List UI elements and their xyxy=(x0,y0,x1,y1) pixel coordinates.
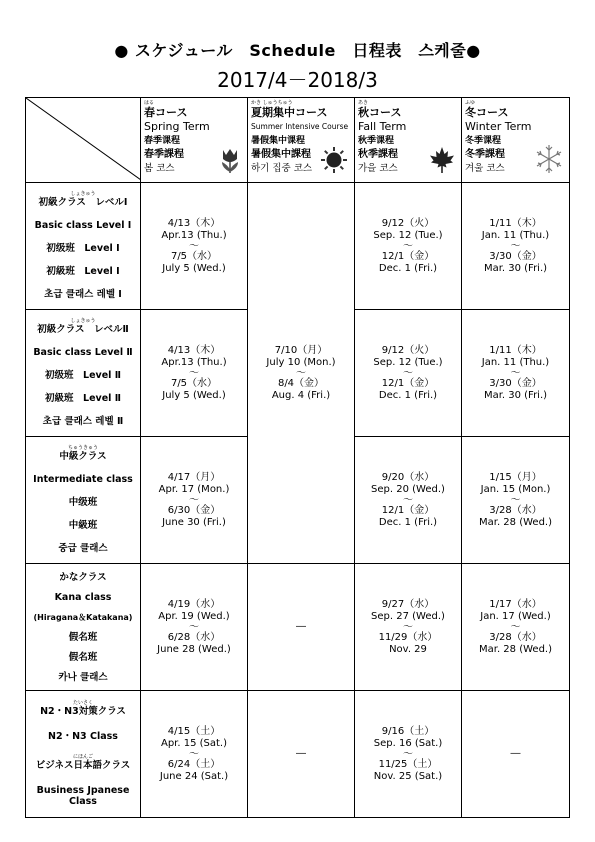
class-label-line xyxy=(46,266,119,277)
start-date-en: Jan. 15 (Mon.) xyxy=(480,483,551,495)
range-tilde: ～ xyxy=(403,621,413,633)
end-date-en: Dec. 1 (Fri.) xyxy=(378,262,438,274)
spring-dates-cell xyxy=(141,437,248,564)
end-date-jp: 3/28（水） xyxy=(489,631,542,643)
course-name-jp: 春コース xyxy=(144,106,188,119)
end-date-en: Mar. 28 (Wed.) xyxy=(479,643,552,655)
snowflake-icon xyxy=(535,144,563,179)
end-date-jp: 6/28（水） xyxy=(167,631,221,643)
winter-dates-cell xyxy=(462,310,570,437)
range-tilde: ～ xyxy=(189,494,199,506)
range-tilde: ～ xyxy=(403,748,413,760)
no-course-dash: ― xyxy=(296,747,306,759)
class-label-line xyxy=(48,731,118,742)
class-label-line xyxy=(46,243,119,254)
course-name-zh-traditional: 春季課程 xyxy=(144,149,184,160)
end-date-en: Mar. 30 (Fri.) xyxy=(483,389,548,401)
diagonal-line xyxy=(26,98,141,180)
range-tilde: ～ xyxy=(189,240,199,252)
start-date-jp: 4/17（月） xyxy=(167,471,221,483)
class-label-cell xyxy=(26,691,141,818)
course-name-ko: 가을 코스 xyxy=(358,163,398,174)
class-label-line xyxy=(69,497,98,508)
class-label-line xyxy=(28,785,138,807)
end-date-en: June 28 (Wed.) xyxy=(157,643,231,655)
class-label-text: 중급 클래스 xyxy=(58,543,108,554)
course-name-zh-simplified: 秋季课程 xyxy=(358,136,395,146)
start-date-jp: 4/13（木） xyxy=(167,344,221,356)
course-name-en: Fall Term xyxy=(358,120,407,133)
spring-dates-cell xyxy=(141,183,248,310)
course-header-0 xyxy=(141,98,248,183)
end-date-jp: 11/25（土） xyxy=(378,758,438,770)
start-date-en: Sep. 12 (Tue.) xyxy=(373,229,443,241)
class-label-line xyxy=(43,416,123,427)
start-date-en: Sep. 27 (Wed.) xyxy=(371,610,445,622)
course-name-ko: 봄 코스 xyxy=(144,163,175,174)
range-tilde: ～ xyxy=(296,367,306,379)
course-name-jp: 冬コース xyxy=(465,106,509,119)
class-row xyxy=(26,183,570,310)
course-ruby: あき xyxy=(358,100,369,106)
course-name-jp: 夏期集中コース xyxy=(251,106,328,119)
start-date-jp: 9/20（水） xyxy=(381,471,435,483)
end-date-jp: 3/30（金） xyxy=(489,377,542,389)
class-label-line xyxy=(55,592,112,603)
class-label-text: かなクラス xyxy=(59,571,107,583)
course-name-zh-simplified: 春季课程 xyxy=(144,136,181,146)
end-date-en: June 24 (Sat.) xyxy=(159,770,229,782)
start-date-jp: 1/15（月） xyxy=(489,471,542,483)
class-label-text: 初级班 Level Ⅰ xyxy=(46,243,120,254)
class-label-ruby: たいさく xyxy=(72,699,93,706)
summer-dates-cell xyxy=(248,183,355,564)
course-name-zh-traditional: 秋季課程 xyxy=(358,149,398,160)
course-name-en: Winter Term xyxy=(465,120,532,133)
schedule-table xyxy=(25,97,570,818)
end-date-en: Dec. 1 (Fri.) xyxy=(378,516,438,528)
range-tilde: ～ xyxy=(510,367,521,379)
class-label-line xyxy=(69,652,98,663)
winter-dates-cell xyxy=(462,564,570,691)
course-ruby: はる xyxy=(144,100,155,106)
class-label-text: 초급 클래스 레벨 Ⅱ xyxy=(42,416,124,427)
start-date-jp: 4/15（土） xyxy=(167,725,221,737)
fall-dates-cell xyxy=(355,691,462,818)
course-name-zh-traditional: 冬季課程 xyxy=(465,149,505,160)
class-label-line xyxy=(40,701,126,717)
page-subtitle: 2017/4－2018/3 xyxy=(217,68,378,92)
class-label-text: 假名班 xyxy=(68,631,98,643)
class-label-text: 初级班 Level Ⅱ xyxy=(45,370,121,381)
end-date-en: Mar. 30 (Fri.) xyxy=(483,262,548,274)
course-name-zh-traditional: 暑假集中課程 xyxy=(251,149,311,160)
class-label-line xyxy=(45,393,121,404)
class-label-text: ビジネス日本語クラス xyxy=(35,760,131,772)
class-label-ruby: しょきゅう xyxy=(70,318,96,324)
end-date-jp: 3/30（金） xyxy=(489,250,542,262)
range-tilde: ～ xyxy=(189,621,199,633)
end-date-jp: 11/29（水） xyxy=(378,631,438,643)
class-label-line xyxy=(45,370,121,381)
start-date-en: Jan. 17 (Wed.) xyxy=(480,610,551,622)
class-label-text: Intermediate class xyxy=(33,474,133,485)
class-label-line xyxy=(69,632,98,643)
class-label-line xyxy=(59,572,106,583)
start-date-jp: 1/11（木） xyxy=(489,344,542,356)
course-name-zh-simplified: 冬季课程 xyxy=(465,136,502,146)
start-date-jp: 4/19（水） xyxy=(167,598,221,610)
class-label-text: 初級クラス レベルⅡ xyxy=(37,324,129,335)
class-label-line xyxy=(33,474,133,485)
class-label-ruby: しょきゅう xyxy=(70,191,96,197)
end-date-en: Nov. 25 (Sat.) xyxy=(373,770,443,782)
end-date-en: Aug. 4 (Fri.) xyxy=(271,389,331,401)
class-label-text: 초급 클래스 레벨 Ⅰ xyxy=(44,289,122,300)
class-label-line xyxy=(44,289,122,300)
class-label-text: N2・N3 Class xyxy=(48,730,118,742)
class-label-line xyxy=(37,319,128,335)
class-label-cell xyxy=(26,564,141,691)
start-date-en: Apr.13 (Thu.) xyxy=(161,229,227,241)
start-date-en: Apr. 19 (Wed.) xyxy=(158,610,230,622)
fall-dates-cell xyxy=(355,437,462,564)
end-date-en: Dec. 1 (Fri.) xyxy=(378,389,438,401)
end-date-en: July 5 (Wed.) xyxy=(162,262,226,274)
end-date-en: Mar. 28 (Wed.) xyxy=(479,516,552,528)
course-name-zh-simplified: 暑假集中课程 xyxy=(251,136,306,146)
start-date-jp: 1/17（水） xyxy=(489,598,542,610)
no-course-dash: ― xyxy=(296,620,306,632)
end-date-jp: 6/24（土） xyxy=(167,758,221,770)
class-label-ruby: ちゅうきゅう xyxy=(67,445,98,451)
spring-dates-cell xyxy=(141,564,248,691)
class-label-text: (Hiragana＆Katakana) xyxy=(33,612,133,622)
page-title: ● スケジュール Schedule 日程表 스케줄● xyxy=(114,41,481,60)
range-tilde: ～ xyxy=(403,367,413,379)
sun-icon xyxy=(320,146,348,179)
no-course-dash: ― xyxy=(510,747,521,759)
maple-leaf-icon xyxy=(429,146,455,179)
start-date-en: Sep. 12 (Tue.) xyxy=(373,356,443,368)
end-date-jp: 3/28（水） xyxy=(489,504,542,516)
start-date-jp: 9/12（火） xyxy=(381,217,435,229)
range-tilde: ～ xyxy=(189,748,199,760)
start-date-jp: 4/13（木） xyxy=(167,217,221,229)
course-name-jp: 秋コース xyxy=(358,106,402,119)
class-label-line xyxy=(33,347,132,358)
start-date-en: Jan. 11 (Thu.) xyxy=(481,356,550,368)
class-label-text: 假名班 xyxy=(68,651,98,663)
spring-dates-cell xyxy=(141,691,248,818)
start-date-en: Sep. 20 (Wed.) xyxy=(371,483,445,495)
range-tilde: ～ xyxy=(403,494,413,506)
class-label-cell xyxy=(26,183,141,310)
start-date-en: Apr. 17 (Mon.) xyxy=(158,483,230,495)
course-name-ko: 하기 집중 코스 xyxy=(251,163,313,174)
class-label-line xyxy=(69,520,98,531)
class-label-line xyxy=(59,446,106,462)
summer-dates-cell xyxy=(248,691,355,818)
start-date-en: Apr. 15 (Sat.) xyxy=(160,737,228,749)
summer-dates-cell xyxy=(248,564,355,691)
course-ruby: かき しゅうちゅう xyxy=(251,100,293,106)
spring-dates-cell xyxy=(141,310,248,437)
course-header-2 xyxy=(355,98,462,183)
end-date-jp: 12/1（金） xyxy=(381,504,435,516)
course-name-ko: 겨울 코스 xyxy=(465,163,505,174)
range-tilde: ～ xyxy=(403,240,413,252)
course-name-en: Summer Intensive Course xyxy=(251,122,349,131)
tulip-icon xyxy=(219,148,241,179)
class-label-text: 初級クラス レベルⅠ xyxy=(38,197,128,208)
fall-dates-cell xyxy=(355,183,462,310)
class-label-line xyxy=(39,192,128,208)
class-label-cell xyxy=(26,310,141,437)
range-tilde: ～ xyxy=(189,367,199,379)
end-date-jp: 6/30（金） xyxy=(167,504,221,516)
start-date-en: July 10 (Mon.) xyxy=(266,356,336,368)
range-tilde: ～ xyxy=(510,240,521,252)
fall-dates-cell xyxy=(355,564,462,691)
start-date-en: Apr.13 (Thu.) xyxy=(161,356,227,368)
class-label-line xyxy=(58,672,107,683)
start-date-jp: 1/11（木） xyxy=(489,217,542,229)
winter-dates-cell xyxy=(462,437,570,564)
start-date-jp: 9/16（土） xyxy=(381,725,435,737)
class-label-text: 初級班 Level Ⅱ xyxy=(45,393,121,404)
start-date-en: Sep. 16 (Sat.) xyxy=(373,737,443,749)
range-tilde: ～ xyxy=(510,621,521,633)
winter-dates-cell xyxy=(462,691,570,818)
class-label-cell xyxy=(26,437,141,564)
course-ruby: ふゆ xyxy=(465,100,476,106)
winter-dates-cell xyxy=(462,183,570,310)
end-date-en: June 30 (Fri.) xyxy=(162,516,226,528)
class-label-text: 中級班 xyxy=(68,520,98,531)
end-date-en: July 5 (Wed.) xyxy=(162,389,226,401)
class-label-text: Basic class Level Ⅰ xyxy=(34,220,132,231)
class-label-line xyxy=(58,543,107,554)
class-label-text: 中级班 xyxy=(68,497,98,508)
corner-cell xyxy=(26,98,141,183)
class-label-line xyxy=(34,612,133,623)
start-date-jp: 7/10（月） xyxy=(274,344,328,356)
class-label-text: Kana class xyxy=(54,591,112,603)
end-date-jp: 12/1（金） xyxy=(381,377,435,389)
end-date-jp: 7/5（水） xyxy=(170,377,218,389)
end-date-jp: 12/1（金） xyxy=(381,250,435,262)
start-date-jp: 9/12（火） xyxy=(381,344,435,356)
fall-dates-cell xyxy=(355,310,462,437)
end-date-jp: 8/4（金） xyxy=(277,377,325,389)
class-label-text: Business Jpanese Class xyxy=(36,785,130,808)
start-date-en: Jan. 11 (Thu.) xyxy=(481,229,550,241)
class-label-text: 카나 클래스 xyxy=(58,671,108,683)
class-label-line xyxy=(35,220,132,231)
class-row xyxy=(26,564,570,691)
header-row xyxy=(26,98,570,183)
end-date-en: Nov. 29 xyxy=(389,643,427,655)
class-label-text: 中級クラス xyxy=(59,451,107,462)
class-label-text: N2・N3対策クラス xyxy=(40,705,126,717)
class-label-text: Basic class Level Ⅱ xyxy=(33,347,133,358)
class-row xyxy=(26,691,570,818)
class-label-ruby: にほんご xyxy=(72,754,93,761)
end-date-jp: 7/5（水） xyxy=(170,250,218,262)
course-header-3 xyxy=(462,98,570,183)
start-date-jp: 9/27（水） xyxy=(381,598,435,610)
course-header-1 xyxy=(248,98,355,183)
class-label-line xyxy=(36,755,130,771)
course-name-en: Spring Term xyxy=(144,120,210,133)
class-label-text: 初級班 Level Ⅰ xyxy=(46,266,120,277)
range-tilde: ～ xyxy=(510,494,521,506)
